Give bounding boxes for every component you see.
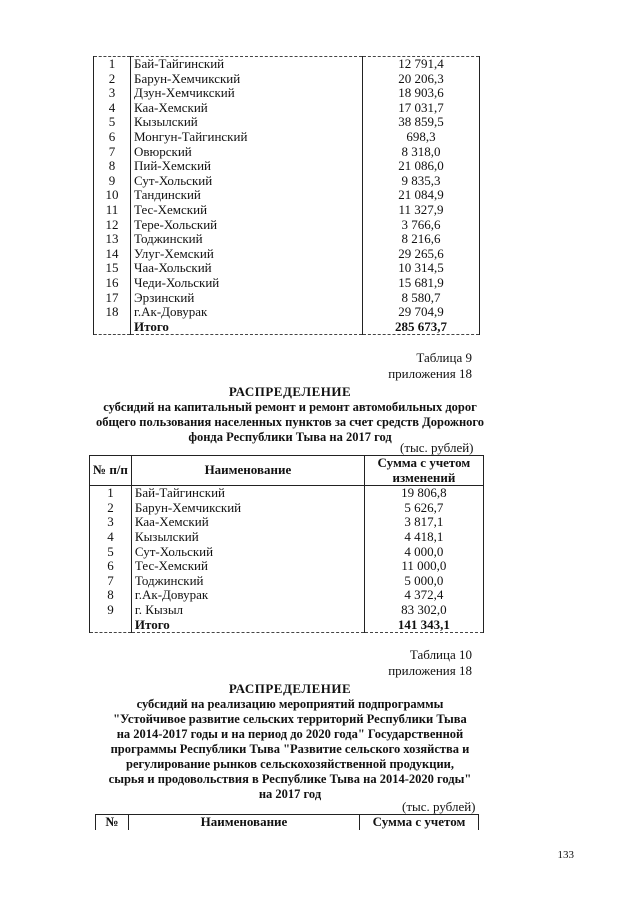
table-9-title: РАСПРЕДЕЛЕНИЕ xyxy=(228,384,352,399)
table-row xyxy=(90,574,484,589)
table-8-cell-sum: 698,3 xyxy=(363,130,480,145)
table-8-cell-num: 12 xyxy=(94,218,131,233)
table-10-caption-line1: Таблица 10 xyxy=(409,647,472,662)
table-9 xyxy=(89,455,484,633)
table-8-cell-name: Пий-Хемский xyxy=(131,159,363,174)
table-9-cell-num: 4 xyxy=(90,530,132,545)
table-row xyxy=(94,159,480,174)
table-row xyxy=(90,486,484,501)
table-8-cell-name: Эрзинский xyxy=(131,291,363,306)
table-8-cell-num: 13 xyxy=(94,232,131,247)
table-8-cell-name: Сут-Хольский xyxy=(131,174,363,189)
table-10-desc-line4: программы Республики Тыва "Развитие сельского хозяйства и xyxy=(110,742,470,756)
table-9-desc-line3: фонда Республики Тыва на 2017 год xyxy=(188,430,392,444)
table-9-cell-num: 9 xyxy=(90,603,132,618)
table-8-total-label: Итого xyxy=(131,320,363,335)
table-8-cell-sum: 15 681,9 xyxy=(363,276,480,291)
table-row xyxy=(90,530,484,545)
table-8-cell-sum: 21 086,0 xyxy=(363,159,480,174)
table-9-cell-sum: 11 000,0 xyxy=(364,559,483,574)
table-9-cell-sum: 19 806,8 xyxy=(364,486,483,501)
table-9-cell-name: Барун-Хемчикский xyxy=(131,501,364,516)
table-9-head-sum: Сумма с учетом изменений xyxy=(364,456,483,486)
table-row xyxy=(94,174,480,189)
table-8-cell-name: Каа-Хемский xyxy=(131,101,363,116)
table-8-cell-name: Тере-Хольский xyxy=(131,218,363,233)
table-9-cell-name: Кызылский xyxy=(131,530,364,545)
table-8-cell-sum: 8 318,0 xyxy=(363,145,480,160)
table-9-total-sum: 141 343,1 xyxy=(364,618,483,633)
table-8-cell-sum: 17 031,7 xyxy=(363,101,480,116)
table-8-cell-num: 9 xyxy=(94,174,131,189)
table-9-cell-name: Тоджинский xyxy=(131,574,364,589)
table-9-cell-sum: 3 817,1 xyxy=(364,515,483,530)
table-8-cell-sum: 12 791,4 xyxy=(363,57,480,72)
table-8-cell-sum: 10 314,5 xyxy=(363,261,480,276)
table-row xyxy=(94,203,480,218)
table-8-cell-num: 4 xyxy=(94,101,131,116)
table-row xyxy=(94,101,480,116)
table-10-desc-line7: на 2017 год xyxy=(258,787,322,801)
table-row xyxy=(90,545,484,560)
table-9-cell-sum: 4 418,1 xyxy=(364,530,483,545)
table-9-heading xyxy=(95,384,485,445)
table-8-cell-name: Улуг-Хемский xyxy=(131,247,363,262)
table-8-cell-name: Чаа-Хольский xyxy=(131,261,363,276)
table-9-head-num: № п/п xyxy=(90,456,132,486)
table-9-caption xyxy=(388,350,472,382)
table-8-cell-sum: 21 084,9 xyxy=(363,188,480,203)
table-row xyxy=(94,188,480,203)
table-8-cell-name: Бай-Тайгинский xyxy=(131,57,363,72)
table-10-desc-line6: сырья и продовольствия в Республике Тыва на 2014-2020 годы" xyxy=(108,772,472,786)
table-9-total-num xyxy=(90,618,132,633)
total-row xyxy=(90,618,484,633)
table-row xyxy=(94,291,480,306)
table-8-cell-sum: 9 835,3 xyxy=(363,174,480,189)
table-9-cell-num: 1 xyxy=(90,486,132,501)
table-8-cell-sum: 29 704,9 xyxy=(363,305,480,320)
table-8-cell-num: 6 xyxy=(94,130,131,145)
table-9-cell-name: Сут-Хольский xyxy=(131,545,364,560)
table-row xyxy=(94,115,480,130)
table-9-cell-name: Каа-Хемский xyxy=(131,515,364,530)
table-10-desc-line3: на 2014-2017 годы и на период до 2020 года" Государственной xyxy=(116,727,464,741)
table-8-cell-num: 7 xyxy=(94,145,131,160)
table-8-cell-num: 15 xyxy=(94,261,131,276)
table-10-desc-line1: субсидий на реализацию мероприятий подпрограммы xyxy=(136,697,444,711)
table-8-cell-num: 10 xyxy=(94,188,131,203)
table-10-caption-line2: приложения 18 xyxy=(388,663,472,678)
table-8-cell-name: Кызылский xyxy=(131,115,363,130)
table-row xyxy=(90,501,484,516)
table-10-caption xyxy=(388,647,472,679)
table-8-cell-name: Тес-Хемский xyxy=(131,203,363,218)
table-10-title: РАСПРЕДЕЛЕНИЕ xyxy=(228,681,352,696)
table-8-cell-name: Тандинский xyxy=(131,188,363,203)
table-9-cell-num: 8 xyxy=(90,588,132,603)
table-8-cell-num: 11 xyxy=(94,203,131,218)
table-row xyxy=(94,261,480,276)
table-8-total-sum: 285 673,7 xyxy=(363,320,480,335)
table-9-head-name: Наименование xyxy=(131,456,364,486)
table-8-cell-name: Барун-Хемчикский xyxy=(131,72,363,87)
table-10-desc-line2: "Устойчивое развитие сельских территорий Республики Тыва xyxy=(113,712,467,726)
table-row xyxy=(94,86,480,101)
table-row xyxy=(94,145,480,160)
table-8-cell-name: Овюрский xyxy=(131,145,363,160)
table-9-cell-sum: 4 372,4 xyxy=(364,588,483,603)
table-9-cell-num: 5 xyxy=(90,545,132,560)
table-9-cell-sum: 4 000,0 xyxy=(364,545,483,560)
table-10-head-name: Наименование xyxy=(129,815,360,830)
table-row xyxy=(94,218,480,233)
table-9-cell-num: 6 xyxy=(90,559,132,574)
table-8-cell-num: 17 xyxy=(94,291,131,306)
table-row xyxy=(94,72,480,87)
table-9-cell-num: 2 xyxy=(90,501,132,516)
table-row xyxy=(90,588,484,603)
table-8-cell-sum: 3 766,6 xyxy=(363,218,480,233)
table-9-cell-sum: 5 626,7 xyxy=(364,501,483,516)
table-10-heading xyxy=(95,681,485,802)
table-9-cell-sum: 5 000,0 xyxy=(364,574,483,589)
table-8-cell-sum: 29 265,6 xyxy=(363,247,480,262)
table-8-cell-num: 1 xyxy=(94,57,131,72)
table-8-cell-sum: 18 903,6 xyxy=(363,86,480,101)
table-8-total-num xyxy=(94,320,131,335)
table-8-cell-sum: 8 580,7 xyxy=(363,291,480,306)
table-10 xyxy=(95,814,479,830)
table-row xyxy=(94,232,480,247)
table-9-caption-line1: Таблица 9 xyxy=(416,350,472,365)
table-8-cell-num: 8 xyxy=(94,159,131,174)
table-row xyxy=(90,603,484,618)
table-9-total-label: Итого xyxy=(131,618,364,633)
table-10-desc-line5: регулирование рынков сельскохозяйственной продукции, xyxy=(126,757,454,771)
table-8-cell-num: 14 xyxy=(94,247,131,262)
table-9-cell-sum: 83 302,0 xyxy=(364,603,483,618)
table-9-cell-num: 7 xyxy=(90,574,132,589)
table-8 xyxy=(93,56,480,335)
table-row xyxy=(94,247,480,262)
total-row xyxy=(94,320,480,335)
table-row xyxy=(94,305,480,320)
table-10-unit: (тыс. рублей) xyxy=(402,799,476,814)
table-8-cell-sum: 11 327,9 xyxy=(363,203,480,218)
table-row xyxy=(94,57,480,72)
table-8-cell-name: Тоджинский xyxy=(131,232,363,247)
table-8-cell-num: 3 xyxy=(94,86,131,101)
table-9-cell-name: г.Ак-Довурак xyxy=(131,588,364,603)
table-8-cell-sum: 38 859,5 xyxy=(363,115,480,130)
page-number: 133 xyxy=(557,849,574,861)
table-row xyxy=(94,130,480,145)
table-9-cell-name: Тес-Хемский xyxy=(131,559,364,574)
table-9-desc-line1: субсидий на капитальный ремонт и ремонт автомобильных дорог xyxy=(103,400,477,414)
table-9-unit: (тыс. рублей) xyxy=(400,440,474,455)
table-8-cell-num: 5 xyxy=(94,115,131,130)
table-row xyxy=(90,515,484,530)
table-9-desc-line2: общего пользования населенных пунктов за счет средств Дорожного xyxy=(95,415,485,429)
table-row xyxy=(94,276,480,291)
table-8-cell-num: 18 xyxy=(94,305,131,320)
table-10-head-sum: Сумма с учетом xyxy=(360,815,479,830)
table-8-cell-name: Чеди-Хольский xyxy=(131,276,363,291)
table-9-cell-name: Бай-Тайгинский xyxy=(131,486,364,501)
table-9-caption-line2: приложения 18 xyxy=(388,366,472,381)
table-8-cell-name: Монгун-Тайгинский xyxy=(131,130,363,145)
table-row xyxy=(90,559,484,574)
table-8-cell-sum: 20 206,3 xyxy=(363,72,480,87)
table-8-cell-num: 2 xyxy=(94,72,131,87)
table-8-cell-name: г.Ак-Довурак xyxy=(131,305,363,320)
table-10-head-num: № xyxy=(96,815,129,830)
table-8-cell-name: Дзун-Хемчикский xyxy=(131,86,363,101)
table-8-cell-num: 16 xyxy=(94,276,131,291)
table-9-cell-num: 3 xyxy=(90,515,132,530)
table-9-cell-name: г. Кызыл xyxy=(131,603,364,618)
table-8-cell-sum: 8 216,6 xyxy=(363,232,480,247)
